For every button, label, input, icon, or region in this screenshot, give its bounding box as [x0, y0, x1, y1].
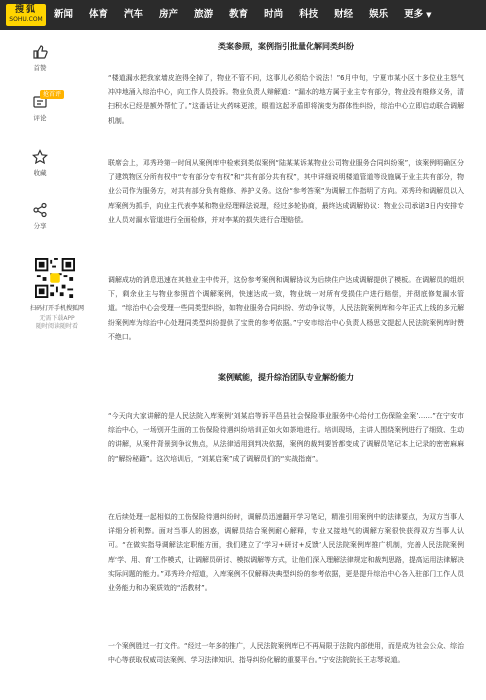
thumbs-up-icon	[32, 44, 48, 60]
comment-badge: 抢首评	[40, 90, 64, 99]
share-button[interactable]	[18, 202, 62, 230]
nav-education[interactable]: 教育	[229, 9, 249, 20]
nav-news[interactable]: 新闻	[54, 9, 74, 20]
channel-nav	[54, 0, 448, 30]
sohu-logo[interactable]	[6, 4, 46, 26]
nav-finance[interactable]: 财经	[334, 9, 354, 20]
nav-fashion[interactable]: 时尚	[264, 9, 284, 20]
logo-text: 搜狐	[14, 5, 37, 15]
nav-entertainment[interactable]: 娱乐	[369, 9, 389, 20]
nav-more-label: 更多	[404, 9, 424, 20]
nav-sports[interactable]: 体育	[89, 9, 109, 20]
like-button[interactable]	[18, 44, 62, 72]
paragraph-4: “今天向大家讲解的是人民法院入库案例‘刘某启等诉平邑县社会保险事业服务中心给付工伤保险金案’……”在宁安市综治中心，一场别开生面的工伤保险待遇纠纷培训正如火如荼地进行。培训现场，主讲人围绕案例进行了细致、生动的讲解，从案件背景到争议焦点，从法律适用到判决依据，案例的裁判要旨都变成了调解员笔记本上记录的密密麻麻的“解纷秘籍”。这次培训后，“刘某启案”成了调解员们的“实战指南”。	[108, 412, 464, 463]
qr-subcaption-2: 随时阅读随时看	[35, 323, 78, 330]
star-icon	[32, 149, 48, 165]
paragraph-2: 联席会上，邓秀玲第一时间从案例库中检索到类似案例“陆某某诉某物业公司物业服务合同纠纷案”，该案例明确区分了建筑物区分所有权中“专有部分专有权”和“共有部分共有权”，其中详细说明楼道管道等设施属于业主共有部分，物业公司作为服务方，对共有部分负有维修、养护义务。这份“参考答案”为调解工作指明了方向。邓秀玲和调解员以入库案例为抓手，向业主代表李某和物业经理释法说理，经过多轮协商，最终达成调解协议：物业公司承诺3日内安排专业人员对漏水管道进行全面检修，并对李某的损失进行合理赔偿。	[108, 159, 464, 224]
section-heading-2: 案例赋能，提升综治团队专业解纷能力	[218, 373, 354, 382]
nav-auto[interactable]: 汽车	[124, 9, 144, 20]
nav-more[interactable]	[404, 0, 431, 30]
like-label: 首赞	[33, 64, 47, 72]
chevron-down-icon: ▼	[426, 11, 432, 19]
share-label: 分享	[33, 222, 47, 230]
nav-tech[interactable]: 科技	[299, 9, 319, 20]
collect-label: 收藏	[33, 169, 47, 177]
top-navigation-bar	[0, 0, 486, 30]
collect-button[interactable]	[18, 149, 62, 177]
nav-house[interactable]: 房产	[159, 9, 179, 20]
qr-subcaption-1: 无需下载APP	[39, 315, 75, 322]
qr-code	[35, 258, 75, 298]
share-icon	[32, 202, 48, 218]
paragraph-1: “楼道漏水把我家墙皮泡得全掉了，物业不管不问，这事儿必须给个说法！”6月中旬，宁夏市某小区十多位业主怒气冲冲地涌入综治中心，向工作人员投诉。物业负责人辩解道：“漏水的地方属于业主专有部分，物业没有维修义务，清扫积水已经是额外帮忙了。”这番话让火药味更浓，眼看这起矛盾即将演变为群体性纠纷，综治中心立即启动联合调解机制。	[108, 74, 464, 125]
logo-subtext: SOHU.COM	[9, 16, 43, 23]
qr-caption: 扫码打开手机搜狐网	[29, 305, 84, 312]
comment-label: 评论	[33, 114, 47, 122]
comment-button[interactable]	[18, 91, 62, 122]
paragraph-3: 调解成功的消息迅速在其他业主中传开，这份参考案例和调解协议为后续住户达成调解提供了模板。在调解员的组织下，剩余业主与物业参照首个调解案例，快速达成一致，物业统一对所有受损住户进行赔偿，并彻底修复漏水管道。“综治中心会受理一些同类型纠纷，如物业服务合同纠纷、劳动争议等，人民法院案例库和今年正式上线的多元解纷案例库为综治中心处理同类型纠纷提供了宝贵的参考依据。”宁安市综治中心负责人杨思文提起人民法院案例库时赞不绝口。	[108, 276, 464, 341]
section-heading-1: 类案参照，案例指引批量化解同类纠纷	[218, 42, 354, 51]
nav-travel[interactable]: 旅游	[194, 9, 214, 20]
paragraph-6: 一个案例胜过一打文件。“经过一年多的推广，人民法院案例库已不再局限于法院内部使用，而是成为社会公众、综治中心等获取权威司法案例、学习法律知识、指导纠纷化解的重要平台。”宁安法院院长王志琴说道。	[108, 642, 464, 665]
paragraph-5: 在后续处理一起相似的工伤保险待遇纠纷时，调解员迅速翻开学习笔记，精准引用案例中的法律要点，为双方当事人详细分析利弊。面对当事人的困惑，调解员结合案例耐心解释，专业又接地气的调解方案很快获得双方当事人认可。“在做实指导调解法定职能方面，我们建立了‘学习+研讨+反馈’人民法院案例库推广机制，完善人民法院案例库‘学、用、育’工作模式，让调解员研讨、模拟调解等方式，让他们深入理解法律规定和裁判思路，提高运用法律解决实际问题的能力。”邓秀玲介绍道，入库案例不仅解释决典型纠纷的参考依据，更是提升综治中心各入驻部门工作人员业务能力和办案质效的“活教材”。	[108, 513, 464, 593]
